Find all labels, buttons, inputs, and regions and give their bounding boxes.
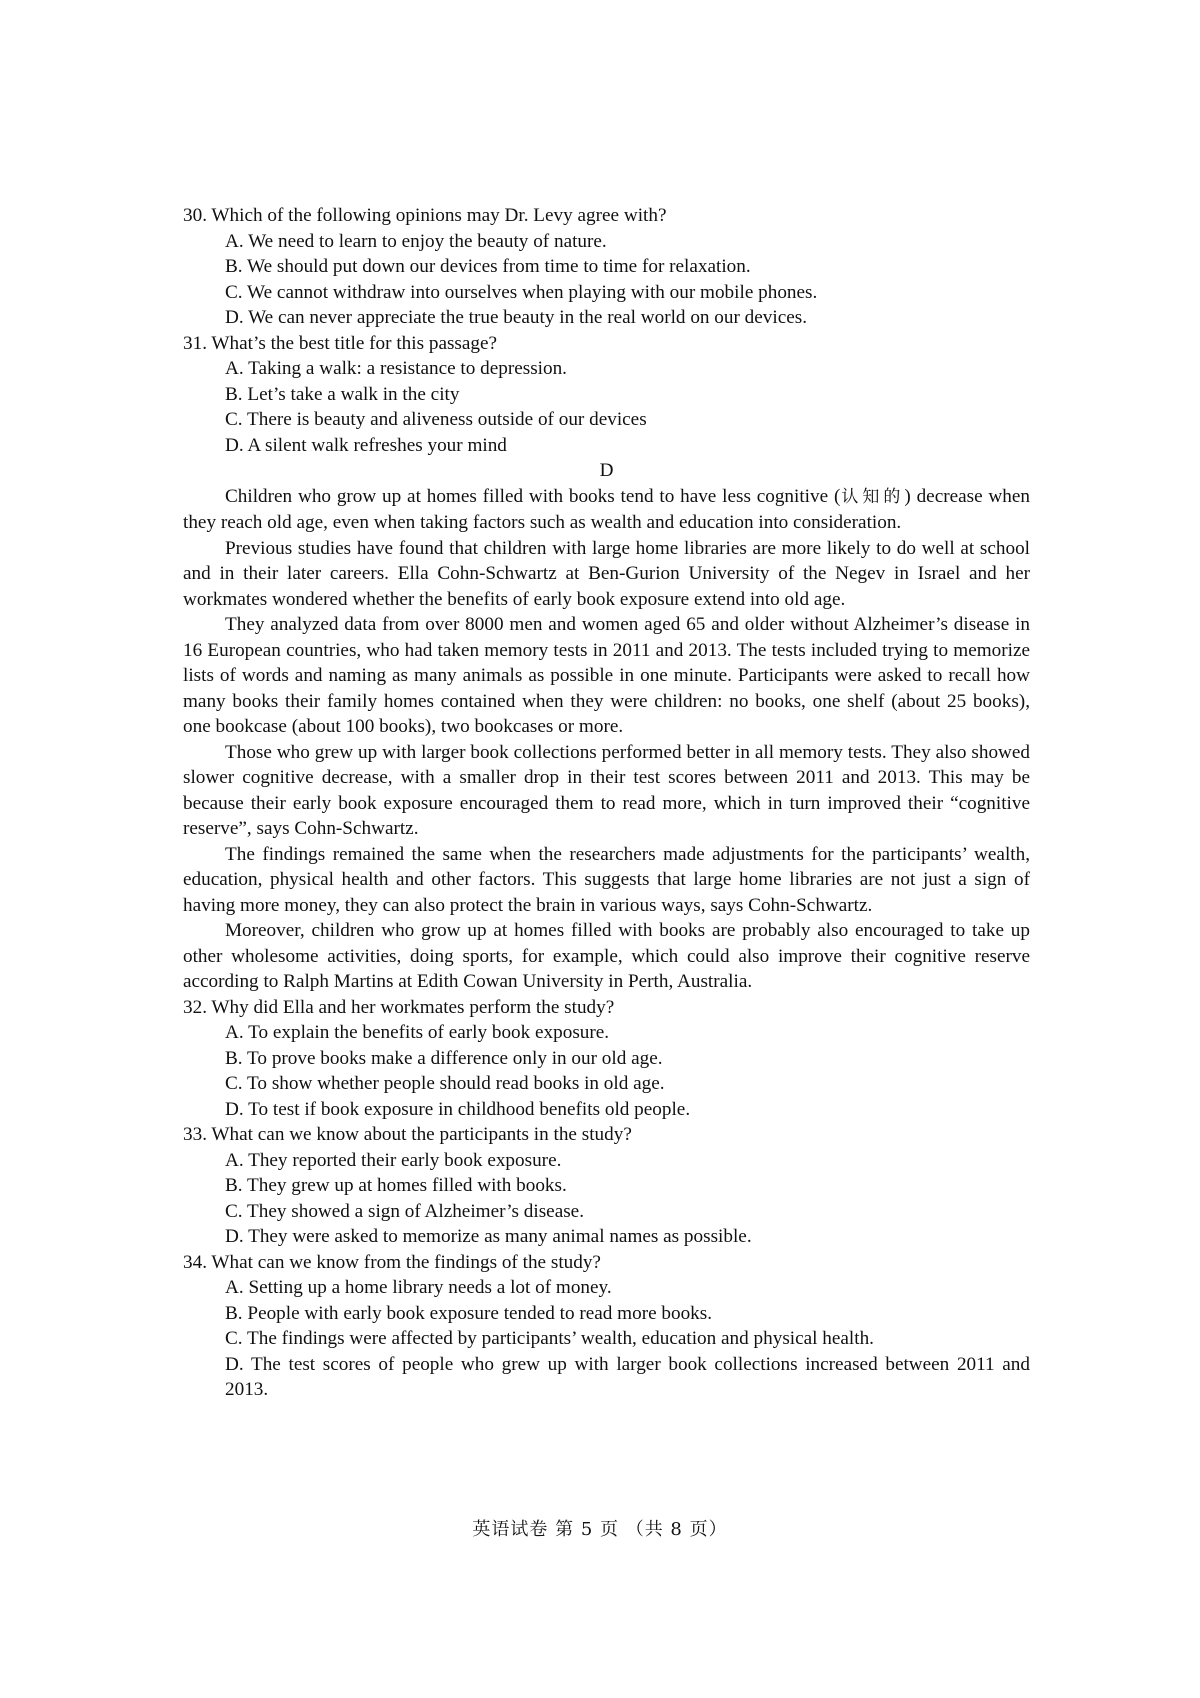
question-stem: 31. What’s the best title for this passage? bbox=[183, 332, 498, 354]
option-a: A. Taking a walk: a resistance to depression. bbox=[225, 358, 567, 379]
passage-paragraph-6: Moreover, children who grow up at homes filled with books are probably also encouraged to take up other wholesome activities, doing sports, for example, which could also improve their cognitive reserve according to Ralph Martins at Edith Cowan University in Perth, Australia. bbox=[183, 920, 1030, 992]
option-b: B. To prove books make a difference only in our old age. bbox=[225, 1047, 663, 1069]
option-c: C. There is beauty and aliveness outside of our devices bbox=[225, 409, 647, 430]
question-30 bbox=[183, 203, 1030, 331]
option-b: B. People with early book exposure tended to read more books. bbox=[225, 1302, 713, 1324]
question-stem: 30. Which of the following opinions may Dr. Levy agree with? bbox=[183, 205, 667, 226]
option-b: B. We should put down our devices from time to time for relaxation. bbox=[225, 256, 751, 277]
passage-paragraph-1 bbox=[183, 484, 1030, 536]
question-31 bbox=[183, 331, 1030, 459]
option-c: C. They showed a sign of Alzheimer’s disease. bbox=[225, 1200, 584, 1222]
option-a: A. To explain the benefits of early book exposure. bbox=[225, 1022, 610, 1043]
option-a: A. They reported their early book exposure. bbox=[225, 1149, 562, 1171]
chinese-gloss: 认知的 bbox=[840, 486, 905, 507]
passage-paragraph-4: Those who grew up with larger book collections performed better in all memory tests. They also showed slower cognitive decrease, with a smaller drop in their test scores between 2011 and 2013. This may be because their early book exposure encouraged them to read more, which in turn improved their “cognitive reserve”, says Cohn-Schwartz. bbox=[183, 741, 1030, 839]
option-b: B. They grew up at homes filled with books. bbox=[225, 1175, 567, 1196]
option-c: C. To show whether people should read books in old age. bbox=[225, 1073, 665, 1094]
question-33 bbox=[183, 1122, 1030, 1250]
question-stem: 32. Why did Ella and her workmates perform the study? bbox=[183, 996, 615, 1018]
option-a: A. We need to learn to enjoy the beauty of nature. bbox=[225, 230, 607, 252]
option-c: C. We cannot withdraw into ourselves when playing with our mobile phones. bbox=[225, 281, 818, 303]
section-heading: D bbox=[599, 460, 614, 481]
reading-passage bbox=[183, 484, 1030, 995]
option-d: D. To test if book exposure in childhood benefits old people. bbox=[225, 1098, 691, 1120]
passage-paragraph-5: The findings remained the same when the researchers made adjustments for the participants’ wealth, education, physical health and other factors. This suggests that large home libraries are not just a sign of having more money, they can also protect the brain in various ways, says Cohn-Schwartz. bbox=[183, 843, 1030, 916]
exam-page-content bbox=[183, 203, 1030, 1403]
question-34 bbox=[183, 1250, 1030, 1403]
paragraph-text: Children who grow up at homes filled with books tend to have less cognitive ( bbox=[225, 485, 841, 507]
passage-paragraph-3: They analyzed data from over 8000 men and women aged 65 and older without Alzheimer’s disease in 16 European countries, who had taken memory tests in 2011 and 2013. The tests included trying to memorize lists of words and naming as many animals as possible in one minute. Participants were asked to recall how many books their family homes contained when they were children: no books, one shelf (about 25 books), one bookcase (about 100 books), two bookcases or more. bbox=[183, 614, 1030, 737]
option-d: D. We can never appreciate the true beauty in the real world on our devices. bbox=[225, 307, 808, 328]
paragraph-text: ) decrease when they reach old age, even when taking factors such as wealth and education into consideration. bbox=[183, 485, 1030, 533]
option-a: A. Setting up a home library needs a lot of money. bbox=[225, 1277, 612, 1298]
question-32 bbox=[183, 995, 1030, 1123]
question-stem: 33. What can we know about the participants in the study? bbox=[183, 1124, 632, 1145]
option-d: D. A silent walk refreshes your mind bbox=[225, 434, 507, 456]
option-c: C. The findings were affected by participants’ wealth, education and physical health. bbox=[225, 1328, 874, 1349]
option-d: D. They were asked to memorize as many animal names as possible. bbox=[225, 1226, 752, 1247]
option-b: B. Let’s take a walk in the city bbox=[225, 383, 460, 405]
page-footer: 英语试卷 第 5 页 （共 8 页） bbox=[472, 1519, 728, 1540]
option-d: D. The test scores of people who grew up with larger book collections increased between 2011 and 2013. bbox=[225, 1353, 1030, 1400]
passage-paragraph-2: Previous studies have found that children with large home libraries are more likely to do well at school and in their later careers. Ella Cohn-Schwartz at Ben-Gurion University of the Negev in Israel and her workmates wondered whether the benefits of early book exposure extend into old age. bbox=[183, 537, 1030, 610]
question-stem: 34. What can we know from the findings of the study? bbox=[183, 1251, 601, 1273]
